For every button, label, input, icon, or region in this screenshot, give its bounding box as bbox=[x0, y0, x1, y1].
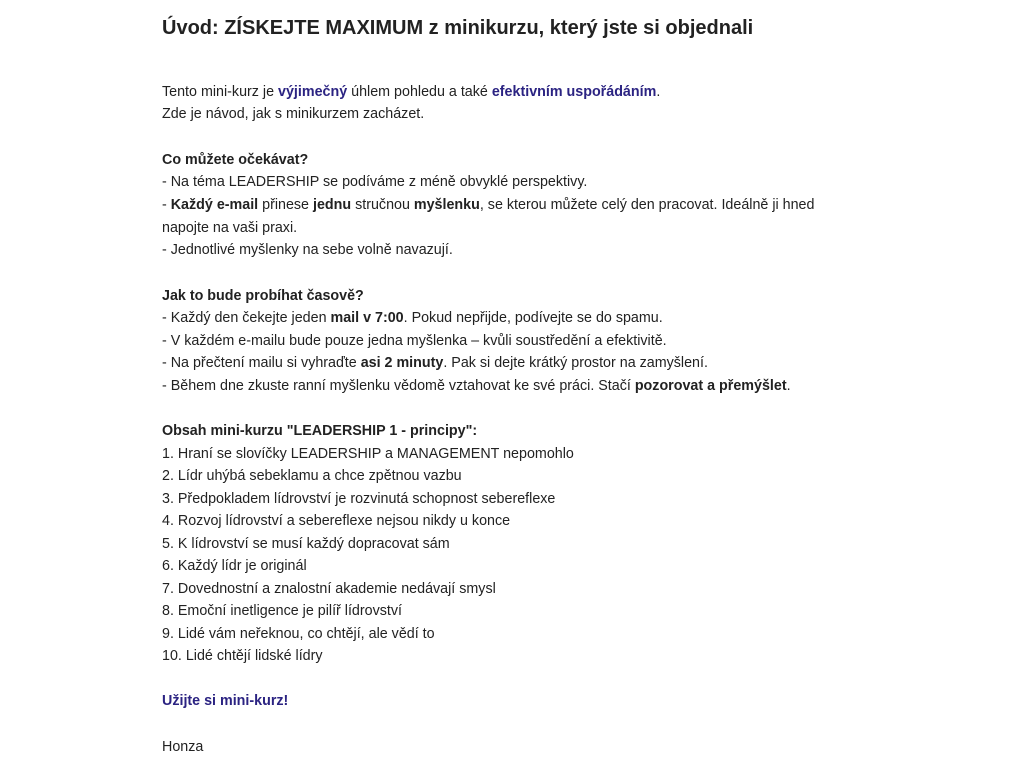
timing-item-3: - Na přečtení mailu si vyhraďte asi 2 minuty. Pak si dejte krátký prostor na zamyšlení. bbox=[162, 355, 708, 371]
contents-list-item: 1. Hraní se slovíčky LEADERSHIP a MANAGEMENT nepomohlo bbox=[162, 446, 574, 462]
contents-list-item: 9. Lidé vám neřeknou, co chtějí, ale vědí to bbox=[162, 626, 435, 642]
expect-item-1: - Na téma LEADERSHIP se podíváme z méně obvyklé perspektivy. bbox=[162, 174, 588, 190]
timing-item-1: - Každý den čekejte jeden mail v 7:00. Pokud nepřijde, podívejte se do spamu. bbox=[162, 310, 663, 326]
intro-highlight-exceptional: výjimečný bbox=[278, 84, 348, 100]
contents-list-item: 4. Rozvoj lídrovství a sebereflexe nejsou nikdy u konce bbox=[162, 513, 511, 529]
contents-list-item: 8. Emoční inetligence je pilíř lídrovství bbox=[162, 603, 402, 619]
contents-list-item: 6. Každý lídr je originál bbox=[162, 558, 307, 574]
contents-list-item: 3. Předpokladem lídrovství je rozvinutá schopnost sebereflexe bbox=[162, 491, 556, 507]
contents-list-item: 10. Lidé chtějí lidské lídry bbox=[162, 648, 323, 664]
expect-item-3: - Jednotlivé myšlenky na sebe volně navazují. bbox=[162, 242, 453, 258]
email-title: Úvod: ZÍSKEJTE MAXIMUM z minikurzu, který jste si objednali bbox=[162, 17, 754, 39]
contents-list-item: 2. Lídr uhýbá sebeklamu a chce zpětnou vazbu bbox=[162, 468, 462, 484]
timing-item-2: - V každém e-mailu bude pouze jedna myšlenka – kvůli soustředění a efektivitě. bbox=[162, 333, 667, 349]
expect-item-2: - Každý e-mail přinese jednu stručnou myšlenku, se kterou můžete celý den pracovat. Ideálně ji hned napojte na vaši praxi. bbox=[162, 197, 815, 236]
intro-line-2: Zde je návod, jak s minikurzem zacházet. bbox=[162, 106, 425, 122]
expect-heading: Co můžete očekávat? bbox=[162, 152, 309, 168]
timing-item-4: - Během dne zkuste ranní myšlenku vědomě vztahovat ke své práci. Stačí pozorovat a přemýšlet. bbox=[162, 378, 791, 394]
closing-line: Užijte si mini-kurz! bbox=[162, 693, 289, 709]
signature: Honza bbox=[162, 739, 204, 755]
timing-heading: Jak to bude probíhat časově? bbox=[162, 288, 364, 304]
contents-heading: Obsah mini-kurzu "LEADERSHIP 1 - principy": bbox=[162, 423, 478, 439]
intro-line-1: Tento mini-kurz je výjimečný úhlem pohledu a také efektivním uspořádáním. bbox=[162, 84, 661, 100]
contents-list-item: 7. Dovednostní a znalostní akademie nedávají smysl bbox=[162, 581, 496, 597]
intro-highlight-efficient: efektivním uspořádáním bbox=[491, 84, 657, 100]
contents-list-item: 5. K lídrovství se musí každý dopracovat sám bbox=[162, 536, 450, 552]
